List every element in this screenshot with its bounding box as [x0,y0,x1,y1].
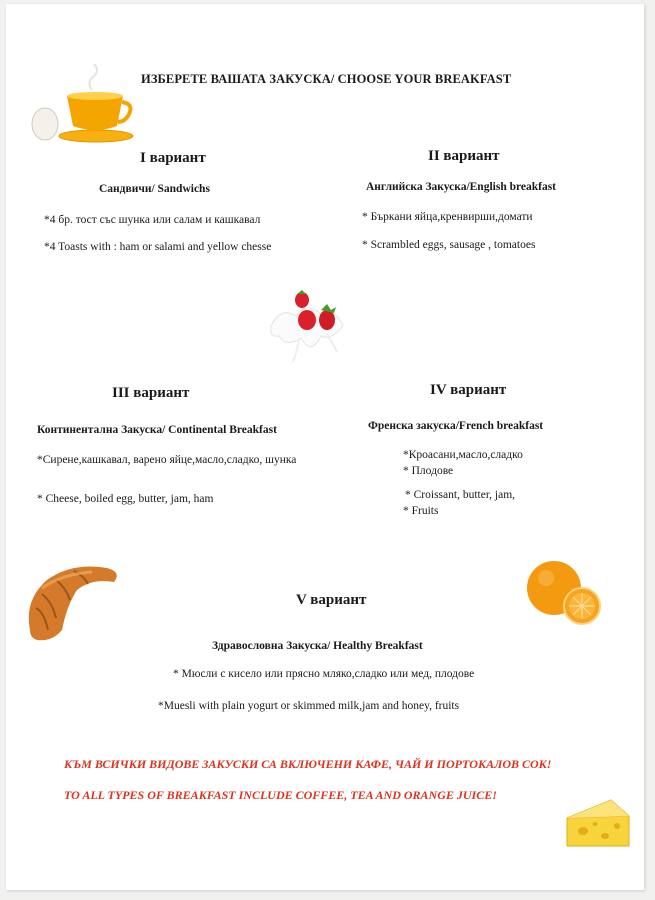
menu-sheet [6,4,644,890]
option-2-heading: II вариант [428,148,500,164]
option-3-item: * Cheese, boiled egg, butter, jam, ham [37,493,214,505]
option-1-item: *4 Toasts with : ham or salami and yellow chesse [44,241,272,253]
cheese-icon [563,796,633,851]
option-1-heading: I вариант [140,150,206,166]
option-2-item: * Бъркани яйца,кренвирши,домати [362,211,533,223]
option-4-item: * Плодове [403,465,454,477]
option-4-heading: IV вариант [430,382,507,398]
included-note-bg: КЪМ ВСИЧКИ ВИДОВЕ ЗАКУСКИ СА ВКЛЮЧЕНИ КАФЕ, ЧАЙ И ПОРТОКАЛОВ СОК! [64,757,552,771]
option-5-subtitle: Здравословна Закуска/ Healthy Breakfast [212,640,423,652]
strawberries-milk-icon [261,286,351,366]
page-title: ИЗБЕРЕТЕ ВАШАТА ЗАКУСКА/ CHOOSE YOUR BREAKFAST [141,72,512,86]
option-5-heading: V вариант [296,592,367,608]
option-5-item: *Muesli with plain yogurt or skimmed milk,jam and honey, fruits [158,700,460,712]
option-4-subtitle: Френска закуска/French breakfast [368,420,544,432]
option-3-heading: III вариант [112,385,190,401]
option-3-subtitle: Континентална Закуска/ Continental Breakfast [37,424,277,436]
croissant-icon [22,560,122,645]
option-1-subtitle: Сандвичи/ Sandwichs [99,183,210,195]
option-4-item: * Croissant, butter, jam, [405,489,516,501]
option-1-item: *4 бр. тост със шунка или салам и кашкавал [44,214,261,226]
orange-icon [524,556,604,631]
coffee-cup-egg-icon [20,66,140,151]
option-2-item: * Scrambled eggs, sausage , tomatoes [362,239,536,251]
included-note-en: TO ALL TYPES OF BREAKFAST INCLUDE COFFEE, TEA AND ORANGE JUICE! [64,788,497,802]
option-4-item: * Fruits [403,505,439,517]
option-5-item: * Мюсли с кисело или прясно мляко,сладко или мед, плодове [173,668,475,680]
option-2-subtitle: Английска Закуска/English breakfast [366,181,557,193]
option-4-item: *Кроасани,масло,сладко [403,449,523,461]
option-3-item: *Сирене,кашкавал, варено яйце,масло,сладко, шунка [37,454,297,466]
